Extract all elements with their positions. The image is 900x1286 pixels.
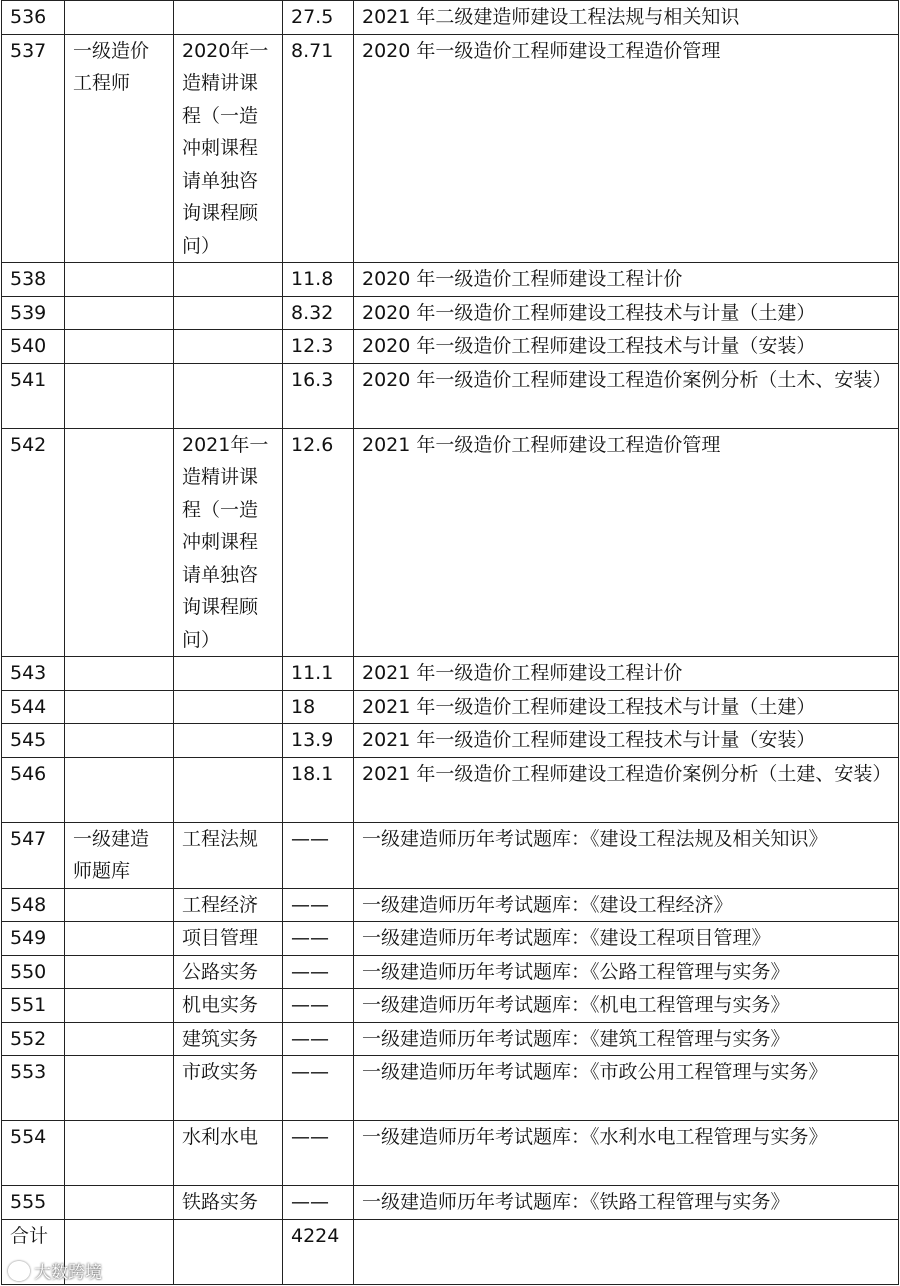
course-cell <box>174 724 283 758</box>
size-cell: 11.1 <box>283 657 354 691</box>
course-cell <box>174 296 283 330</box>
table-row <box>2 34 899 263</box>
row-number-cell: 555 <box>2 1186 65 1220</box>
size-cell: —— <box>283 822 354 888</box>
category-cell <box>65 690 174 724</box>
category-cell: 一级建造师题库 <box>65 822 174 888</box>
table-row <box>2 1121 899 1186</box>
size-cell: —— <box>283 1121 354 1186</box>
content-name-cell: 2021 年一级造价工程师建设工程技术与计量（安装） <box>354 724 899 758</box>
course-cell <box>174 263 283 297</box>
content-name-cell: 一级建造师历年考试题库：《铁路工程管理与实务》 <box>354 1186 899 1220</box>
size-cell: 16.3 <box>283 363 354 428</box>
category-cell <box>65 657 174 691</box>
content-name-cell: 2021 年一级造价工程师建设工程技术与计量（土建） <box>354 690 899 724</box>
course-cell <box>174 1219 283 1284</box>
size-cell: 12.3 <box>283 330 354 364</box>
size-cell: —— <box>283 955 354 989</box>
content-name-cell: 2020 年一级造价工程师建设工程造价案例分析（土木、安装） <box>354 363 899 428</box>
size-cell: 4224 <box>283 1219 354 1284</box>
content-name-cell: 一级建造师历年考试题库：《建筑工程管理与实务》 <box>354 1022 899 1056</box>
course-cell: 2020年一造精讲课程（一造冲刺课程请单独咨询课程顾问） <box>174 34 283 263</box>
content-name-cell: 一级建造师历年考试题库：《水利水电工程管理与实务》 <box>354 1121 899 1186</box>
row-number-cell: 546 <box>2 757 65 822</box>
size-cell: —— <box>283 1056 354 1121</box>
table-row <box>2 330 899 364</box>
content-name-cell: 一级建造师历年考试题库：《建设工程经济》 <box>354 888 899 922</box>
table-row <box>2 989 899 1023</box>
row-number-cell: 543 <box>2 657 65 691</box>
course-cell <box>174 363 283 428</box>
course-cell <box>174 690 283 724</box>
size-cell: —— <box>283 922 354 956</box>
course-cell <box>174 757 283 822</box>
watermark-text: 大数跨境 <box>34 1263 102 1283</box>
table-row <box>2 1 899 35</box>
size-cell: 11.8 <box>283 263 354 297</box>
course-cell <box>174 1 283 35</box>
category-cell <box>65 1056 174 1121</box>
category-cell <box>65 888 174 922</box>
table-row <box>2 822 899 888</box>
table-row <box>2 922 899 956</box>
size-cell: —— <box>283 888 354 922</box>
size-cell: 18.1 <box>283 757 354 822</box>
watermark <box>8 1258 102 1283</box>
size-cell: 13.9 <box>283 724 354 758</box>
size-cell: 8.71 <box>283 34 354 263</box>
table-row <box>2 757 899 822</box>
row-number-cell: 551 <box>2 989 65 1023</box>
table-row <box>2 724 899 758</box>
content-name-cell: 一级建造师历年考试题库：《机电工程管理与实务》 <box>354 989 899 1023</box>
category-cell: 一级造价工程师 <box>65 34 174 263</box>
table-row <box>2 1022 899 1056</box>
table-row <box>2 296 899 330</box>
row-number-cell: 553 <box>2 1056 65 1121</box>
row-number-cell: 537 <box>2 34 65 263</box>
course-cell: 机电实务 <box>174 989 283 1023</box>
course-cell: 市政实务 <box>174 1056 283 1121</box>
size-cell: 18 <box>283 690 354 724</box>
content-name-cell: 2021 年二级建造师建设工程法规与相关知识 <box>354 1 899 35</box>
course-cell: 铁路实务 <box>174 1186 283 1220</box>
row-number-cell: 合计 <box>2 1219 65 1284</box>
course-cell: 建筑实务 <box>174 1022 283 1056</box>
table-row <box>2 1219 899 1284</box>
content-name-cell <box>354 1219 899 1284</box>
row-number-cell: 542 <box>2 428 65 657</box>
row-number-cell: 545 <box>2 724 65 758</box>
course-cell: 公路实务 <box>174 955 283 989</box>
table-row <box>2 1186 899 1220</box>
row-number-cell: 536 <box>2 1 65 35</box>
content-name-cell: 一级建造师历年考试题库：《建设工程法规及相关知识》 <box>354 822 899 888</box>
category-cell <box>65 363 174 428</box>
content-name-cell: 一级建造师历年考试题库：《公路工程管理与实务》 <box>354 955 899 989</box>
content-name-cell: 2020 年一级造价工程师建设工程造价管理 <box>354 34 899 263</box>
row-number-cell: 538 <box>2 263 65 297</box>
row-number-cell: 541 <box>2 363 65 428</box>
row-number-cell: 544 <box>2 690 65 724</box>
category-cell <box>65 263 174 297</box>
category-cell <box>65 296 174 330</box>
category-cell <box>65 989 174 1023</box>
category-cell <box>65 1186 174 1220</box>
size-cell: —— <box>283 989 354 1023</box>
course-cell: 工程法规 <box>174 822 283 888</box>
category-cell <box>65 1121 174 1186</box>
content-name-cell: 2020 年一级造价工程师建设工程技术与计量（土建） <box>354 296 899 330</box>
category-cell <box>65 330 174 364</box>
course-cell: 水利水电 <box>174 1121 283 1186</box>
table-row <box>2 428 899 657</box>
row-number-cell: 549 <box>2 922 65 956</box>
table-row <box>2 657 899 691</box>
category-cell <box>65 724 174 758</box>
content-name-cell: 一级建造师历年考试题库：《市政公用工程管理与实务》 <box>354 1056 899 1121</box>
row-number-cell: 552 <box>2 1022 65 1056</box>
table-row <box>2 888 899 922</box>
size-cell: —— <box>283 1186 354 1220</box>
course-table-body <box>2 1 899 1285</box>
category-cell <box>65 757 174 822</box>
table-row <box>2 955 899 989</box>
content-name-cell: 2021 年一级造价工程师建设工程造价管理 <box>354 428 899 657</box>
content-name-cell: 2021 年一级造价工程师建设工程计价 <box>354 657 899 691</box>
table-row <box>2 363 899 428</box>
content-name-cell: 2021 年一级造价工程师建设工程造价案例分析（土建、安装） <box>354 757 899 822</box>
row-number-cell: 539 <box>2 296 65 330</box>
category-cell <box>65 428 174 657</box>
category-cell <box>65 1 174 35</box>
category-cell <box>65 955 174 989</box>
course-table <box>1 0 899 1285</box>
row-number-cell: 550 <box>2 955 65 989</box>
row-number-cell: 548 <box>2 888 65 922</box>
row-number-cell: 554 <box>2 1121 65 1186</box>
category-cell <box>65 922 174 956</box>
course-cell: 工程经济 <box>174 888 283 922</box>
table-row <box>2 1056 899 1121</box>
category-cell <box>65 1022 174 1056</box>
size-cell: 27.5 <box>283 1 354 35</box>
content-name-cell: 2020 年一级造价工程师建设工程技术与计量（安装） <box>354 330 899 364</box>
size-cell: —— <box>283 1022 354 1056</box>
wechat-icon <box>8 1261 30 1281</box>
size-cell: 12.6 <box>283 428 354 657</box>
content-name-cell: 一级建造师历年考试题库：《建设工程项目管理》 <box>354 922 899 956</box>
table-row <box>2 690 899 724</box>
course-cell: 2021年一造精讲课程（一造冲刺课程请单独咨询课程顾问） <box>174 428 283 657</box>
table-row <box>2 263 899 297</box>
size-cell: 8.32 <box>283 296 354 330</box>
course-cell <box>174 330 283 364</box>
content-name-cell: 2020 年一级造价工程师建设工程计价 <box>354 263 899 297</box>
course-cell <box>174 657 283 691</box>
row-number-cell: 540 <box>2 330 65 364</box>
row-number-cell: 547 <box>2 822 65 888</box>
course-cell: 项目管理 <box>174 922 283 956</box>
